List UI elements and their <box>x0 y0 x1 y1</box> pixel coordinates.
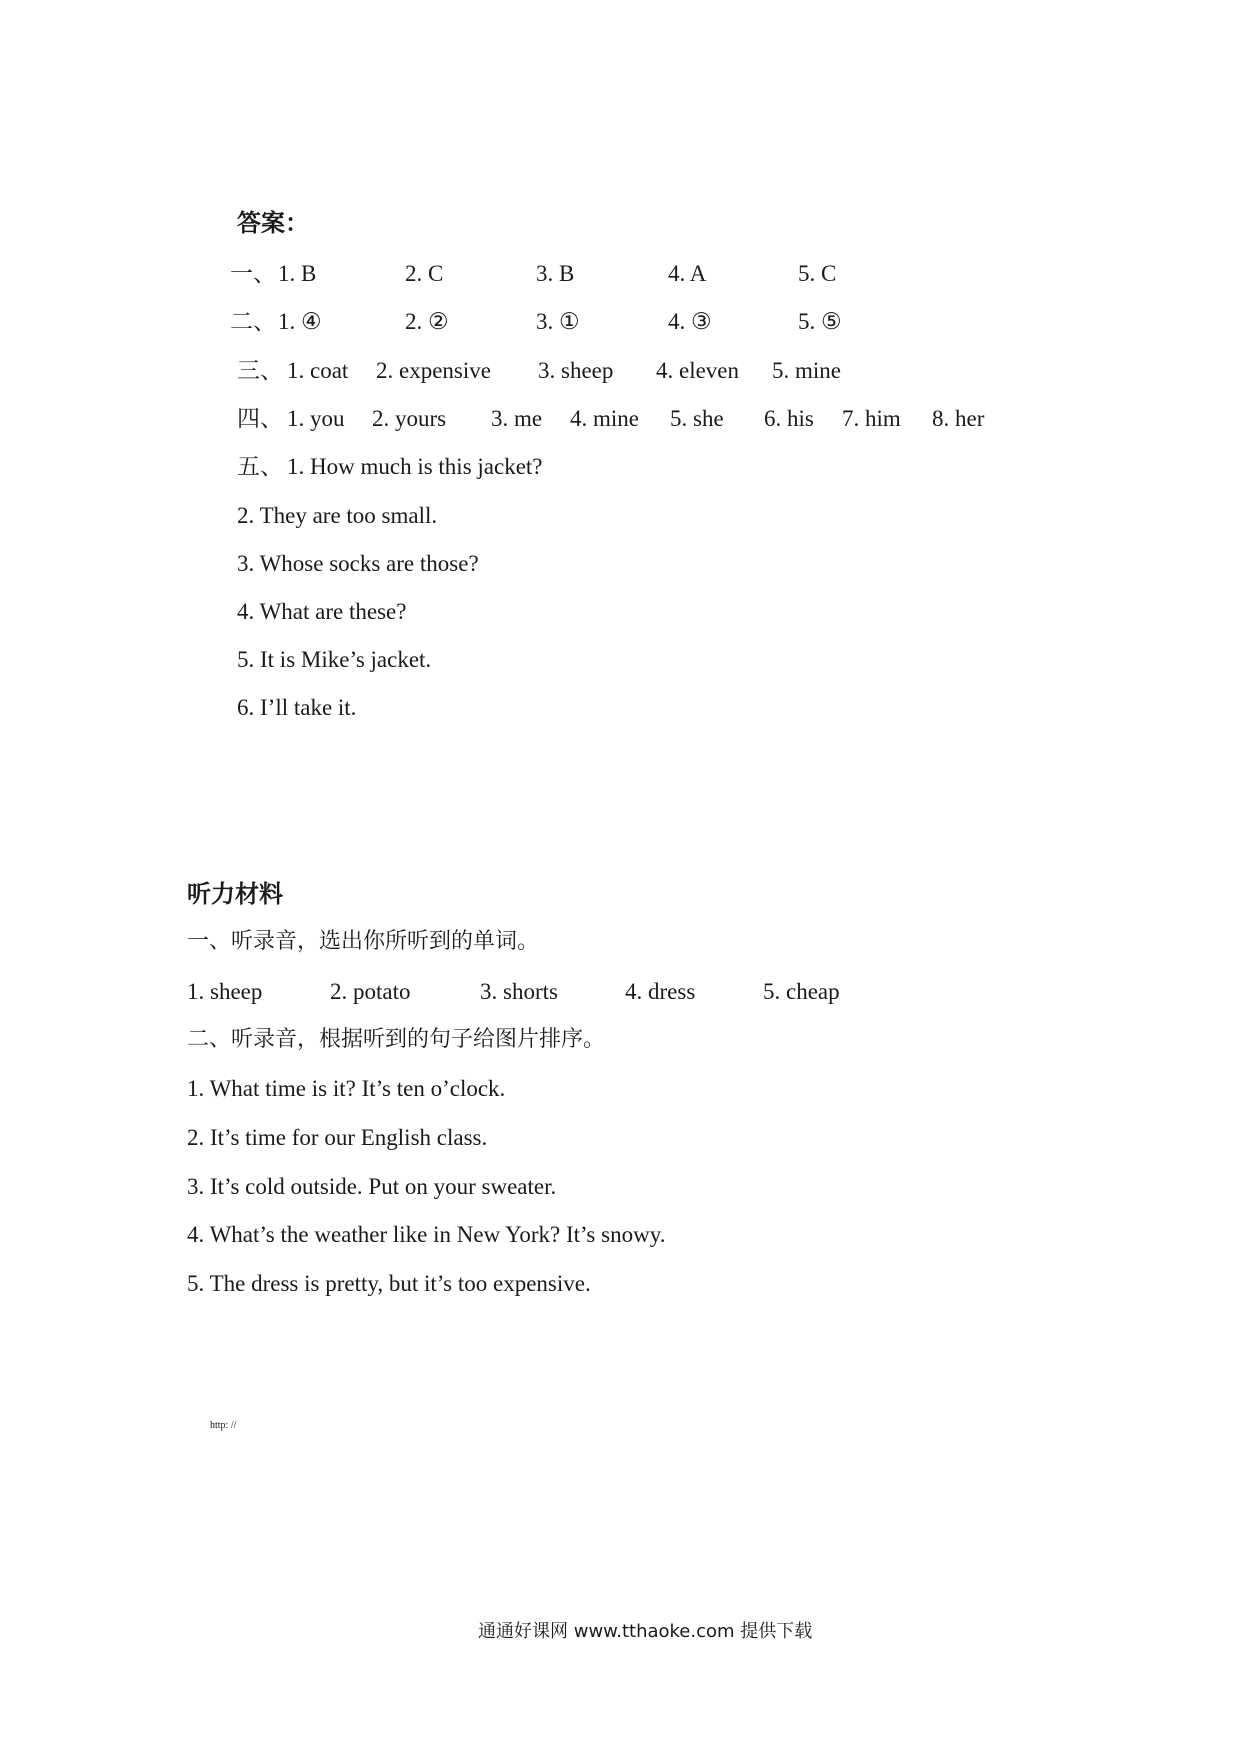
section4-item: 5. she <box>670 406 724 431</box>
section5-item: 6. I’ll take it. <box>237 695 357 720</box>
section1-item: 1. B <box>278 261 317 286</box>
listening-heading: 听力材料 <box>187 880 283 908</box>
section5-item: 1. How much is this jacket? <box>287 454 543 479</box>
part1-instruction: 一、听录音，选出你所听到的单词。 <box>187 929 540 954</box>
section4-item: 4. mine <box>570 406 639 431</box>
section2-item: 1. ④ <box>278 309 322 334</box>
section4-item: 6. his <box>764 406 814 431</box>
section4-item: 2. yours <box>372 406 447 431</box>
section5-item: 5. It is Mike’s jacket. <box>237 647 432 672</box>
section2-item: 5. ⑤ <box>798 309 842 334</box>
section4-label: 四、 <box>237 406 283 432</box>
section2-item: 3. ① <box>536 309 580 334</box>
section3-item: 3. sheep <box>538 358 614 383</box>
section1-item: 5. C <box>798 261 837 286</box>
stray-url-text: http: // <box>210 1420 237 1431</box>
part1-item: 5. cheap <box>763 979 840 1004</box>
section4-item: 3. me <box>491 406 543 431</box>
part2-item: 2. It’s time for our English class. <box>187 1125 488 1150</box>
part2-instruction: 二、听录音，根据听到的句子给图片排序。 <box>187 1027 606 1052</box>
part2-item: 3. It’s cold outside. Put on your sweater. <box>187 1174 557 1199</box>
part2-item: 4. What’s the weather like in New York? It’s snowy. <box>187 1222 666 1247</box>
section1-item: 4. A <box>668 261 707 286</box>
part2-item: 5. The dress is pretty, but it’s too expensive. <box>187 1271 591 1296</box>
section5-item: 4. What are these? <box>237 599 407 624</box>
section3-item: 1. coat <box>287 358 349 383</box>
section2-item: 4. ③ <box>668 309 712 334</box>
section1-item: 3. B <box>536 261 575 286</box>
section5-item: 2. They are too small. <box>237 503 438 528</box>
section3-item: 4. eleven <box>656 358 740 383</box>
part1-item: 3. shorts <box>480 979 558 1004</box>
section5-label: 五、 <box>237 454 283 480</box>
part1-item: 1. sheep <box>187 979 263 1004</box>
section2-item: 2. ② <box>405 309 449 334</box>
answers-heading: 答案： <box>237 209 309 237</box>
part1-item: 4. dress <box>625 979 696 1004</box>
section4-item: 7. him <box>842 406 901 431</box>
section1-label: 一、 <box>230 261 276 287</box>
section3-item: 5. mine <box>772 358 841 383</box>
section3-label: 三、 <box>237 358 283 384</box>
section4-item: 8. her <box>932 406 985 431</box>
section2-label: 二、 <box>230 309 276 335</box>
section5-item: 3. Whose socks are those? <box>237 551 479 576</box>
footer-source: 通通好课网 www.tthaoke.com 提供下载 <box>478 1621 813 1642</box>
part1-item: 2. potato <box>330 979 411 1004</box>
section4-item: 1. you <box>287 406 345 431</box>
part2-item: 1. What time is it? It’s ten o’clock. <box>187 1076 506 1101</box>
section1-item: 2. C <box>405 261 444 286</box>
section3-item: 2. expensive <box>376 358 491 383</box>
